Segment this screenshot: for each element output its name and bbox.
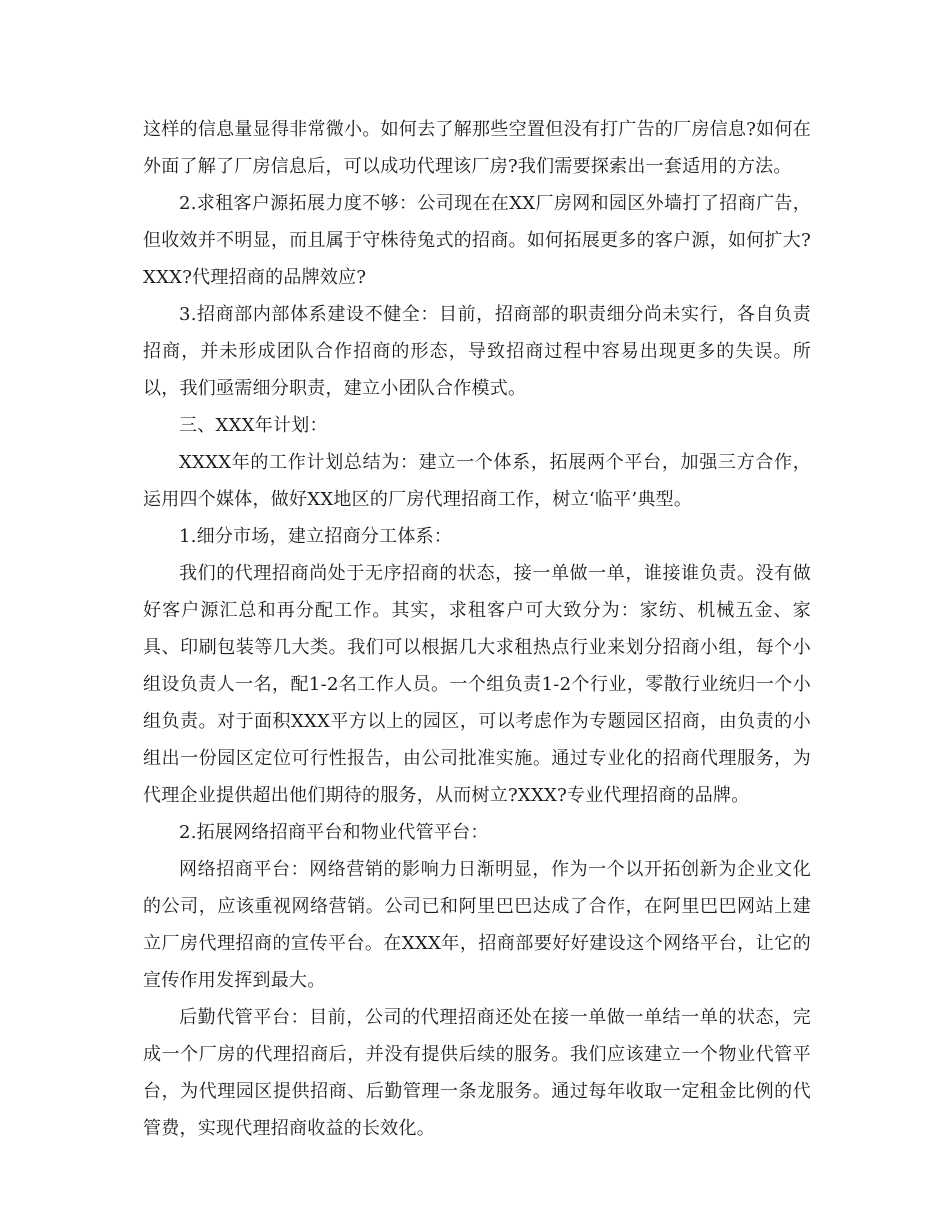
paragraph-5: XXXX年的工作计划总结为：建立一个体系，拓展两个平台，加强三方合作，运用四个媒体，做好XX地区的厂房代理招商工作，树立‘临平’典型。 <box>143 452 811 510</box>
paragraph-1: 这样的信息量显得非常微小。如何去了解那些空置但没有打广告的厂房信息?如何在外面了解了厂房信息后，可以成功代理该厂房?我们需要探索出一套适用的方法。 <box>143 119 811 177</box>
paragraph-2: 2.求租客户源拓展力度不够：公司现在在XX厂房网和园区外墙打了招商广告，但收效并不明显，而且属于守株待兔式的招商。如何拓展更多的客户源，如何扩大?XXX?代理招商的品牌效应? <box>143 193 811 288</box>
document-body <box>143 111 811 1147</box>
paragraph-9: 网络招商平台：网络营销的影响力日渐明显，作为一个以开拓创新为企业文化的公司，应该重视网络营销。公司已和阿里巴巴达成了合作，在阿里巴巴网站上建立厂房代理招商的宣传平台。在XXX年，招商部要好好建设这个网络平台，让它的宣传作用发挥到最大。 <box>143 859 811 991</box>
subheading-2: 2.拓展网络招商平台和物业代管平台： <box>179 822 489 843</box>
paragraph-10: 后勤代管平台：目前，公司的代理招商还处在接一单做一单结一单的状态，完成一个厂房的代理招商后，并没有提供后续的服务。我们应该建立一个物业代管平台，为代理园区提供招商、后勤管理一条龙服务。通过每年收取一定租金比例的代管费，实现代理招商收益的长效化。 <box>143 1007 811 1139</box>
subheading-1: 1.细分市场，建立招商分工体系： <box>179 526 453 547</box>
paragraph-3: 3.招商部内部体系建设不健全：目前，招商部的职责细分尚未实行，各自负责招商，并未形成团队合作招商的形态，导致招商过程中容易出现更多的失误。所以，我们亟需细分职责，建立小团队合作模式。 <box>143 304 811 399</box>
section-heading-plan: 三、XXX年计划： <box>179 415 328 436</box>
paragraph-7: 我们的代理招商尚处于无序招商的状态，接一单做一单，谁接谁负责。没有做好客户源汇总和再分配工作。其实，求租客户可大致分为：家纺、机械五金、家具、印刷包装等几大类。我们可以根据几大求租热点行业来划分招商小组，每个小组设负责人一名，配1-2名工作人员。一个组负责1-2个行业，零散行业统归一个小组负责。对于面积XXX平方以上的园区，可以考虑作为专题园区招商，由负责的小组出一份园区定位可行性报告，由公司批准实施。通过专业化的招商代理服务，为代理企业提供超出他们期待的服务，从而树立?XXX?专业代理招商的品牌。 <box>143 563 811 806</box>
